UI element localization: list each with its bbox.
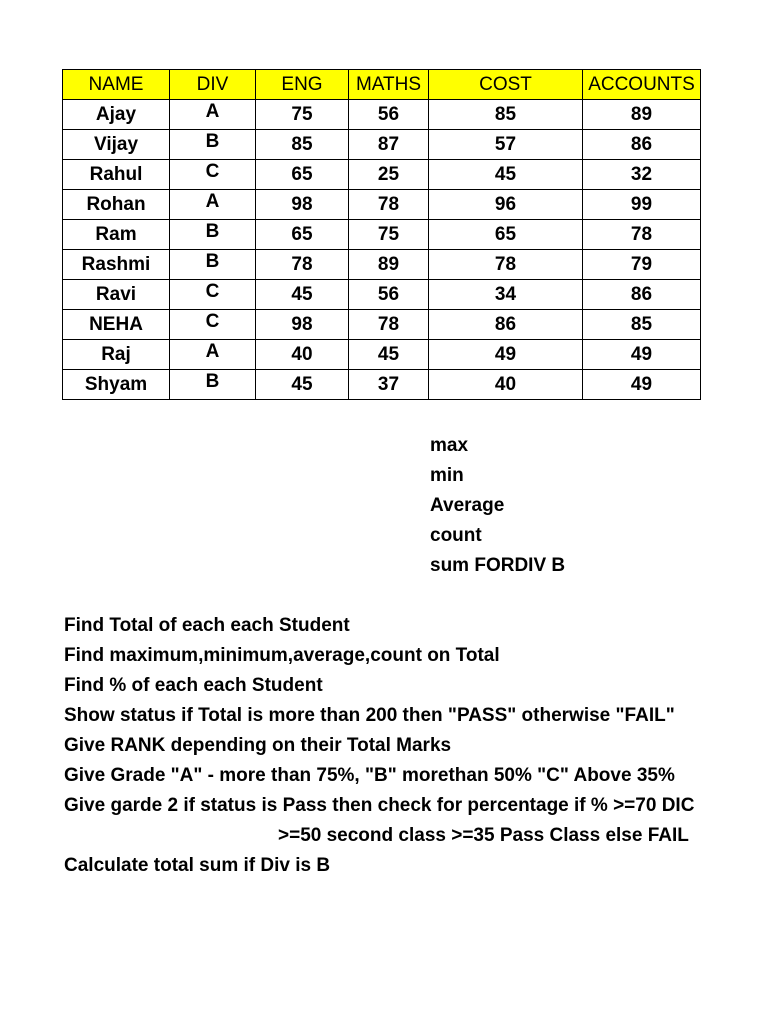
cell-name[interactable]: Ajay [63, 100, 170, 130]
cell-eng[interactable]: 45 [256, 370, 349, 400]
cell-cost[interactable]: 86 [429, 310, 583, 340]
cell-cost[interactable]: 85 [429, 100, 583, 130]
cell-div[interactable]: B [170, 130, 256, 160]
stat-label-max[interactable]: max [430, 435, 469, 456]
cell-eng[interactable]: 98 [256, 190, 349, 220]
cell-div[interactable]: B [170, 250, 256, 280]
cell-accounts[interactable]: 86 [583, 280, 701, 310]
table-row [63, 280, 701, 310]
cell-div[interactable]: A [170, 190, 256, 220]
cell-maths[interactable]: 25 [349, 160, 429, 190]
cell-maths[interactable]: 78 [349, 310, 429, 340]
cell-name[interactable]: Rahul [63, 160, 170, 190]
task-line-continuation[interactable]: >=50 second class >=35 Pass Class else FAIL [278, 825, 689, 846]
cell-accounts[interactable]: 89 [583, 100, 701, 130]
stat-label-sum-div-b[interactable]: sum FORDIV B [430, 555, 566, 576]
cell-eng[interactable]: 40 [256, 340, 349, 370]
task-line[interactable]: Give Grade "A" - more than 75%, "B" morethan 50% "C" Above 35% [64, 765, 675, 786]
stat-label-average[interactable]: Average [430, 495, 505, 516]
cell-name[interactable]: NEHA [63, 310, 170, 340]
cell-div[interactable]: C [170, 160, 256, 190]
cell-accounts[interactable]: 85 [583, 310, 701, 340]
cell-maths[interactable]: 87 [349, 130, 429, 160]
header-maths[interactable]: MATHS [349, 70, 429, 100]
cell-eng[interactable]: 75 [256, 100, 349, 130]
cell-name[interactable]: Raj [63, 340, 170, 370]
cell-maths[interactable]: 56 [349, 280, 429, 310]
cell-maths[interactable]: 45 [349, 340, 429, 370]
cell-div[interactable]: A [170, 340, 256, 370]
cell-cost[interactable]: 49 [429, 340, 583, 370]
cell-name[interactable]: Vijay [63, 130, 170, 160]
cell-name[interactable]: Ram [63, 220, 170, 250]
table-row [63, 250, 701, 280]
cell-accounts[interactable]: 99 [583, 190, 701, 220]
cell-cost[interactable]: 45 [429, 160, 583, 190]
table-row [63, 370, 701, 400]
cell-name[interactable]: Rashmi [63, 250, 170, 280]
cell-accounts[interactable]: 79 [583, 250, 701, 280]
table-row [63, 160, 701, 190]
table-row [63, 100, 701, 130]
header-accounts[interactable]: ACCOUNTS [583, 70, 701, 100]
task-line[interactable]: Show status if Total is more than 200 then "PASS" otherwise "FAIL" [64, 705, 675, 726]
cell-cost[interactable]: 78 [429, 250, 583, 280]
cell-div[interactable]: A [170, 100, 256, 130]
cell-accounts[interactable]: 49 [583, 340, 701, 370]
cell-div[interactable]: C [170, 280, 256, 310]
task-line[interactable]: Calculate total sum if Div is B [64, 855, 331, 876]
table-row [63, 340, 701, 370]
cell-name[interactable]: Ravi [63, 280, 170, 310]
cell-maths[interactable]: 56 [349, 100, 429, 130]
summary-labels [430, 431, 565, 581]
cell-cost[interactable]: 34 [429, 280, 583, 310]
table-body [63, 100, 701, 400]
cell-maths[interactable]: 75 [349, 220, 429, 250]
cell-eng[interactable]: 78 [256, 250, 349, 280]
task-line[interactable]: Find Total of each each Student [64, 615, 350, 636]
cell-accounts[interactable]: 49 [583, 370, 701, 400]
cell-cost[interactable]: 65 [429, 220, 583, 250]
header-div[interactable]: DIV [170, 70, 256, 100]
cell-accounts[interactable]: 86 [583, 130, 701, 160]
table-row [63, 190, 701, 220]
cell-eng[interactable]: 65 [256, 160, 349, 190]
cell-name[interactable]: Rohan [63, 190, 170, 220]
cell-eng[interactable]: 98 [256, 310, 349, 340]
cell-div[interactable]: C [170, 310, 256, 340]
cell-name[interactable]: Shyam [63, 370, 170, 400]
cell-eng[interactable]: 45 [256, 280, 349, 310]
cell-accounts[interactable]: 32 [583, 160, 701, 190]
task-instructions [64, 611, 700, 881]
cell-cost[interactable]: 57 [429, 130, 583, 160]
cell-div[interactable]: B [170, 220, 256, 250]
table-row [63, 220, 701, 250]
cell-eng[interactable]: 65 [256, 220, 349, 250]
cell-cost[interactable]: 96 [429, 190, 583, 220]
cell-cost[interactable]: 40 [429, 370, 583, 400]
task-line[interactable]: Find % of each each Student [64, 675, 323, 696]
stat-label-min[interactable]: min [430, 465, 464, 486]
cell-maths[interactable]: 89 [349, 250, 429, 280]
task-line[interactable]: Give garde 2 if status is Pass then check for percentage if % >=70 DIC [64, 795, 695, 816]
cell-maths[interactable]: 37 [349, 370, 429, 400]
table-row [63, 130, 701, 160]
cell-accounts[interactable]: 78 [583, 220, 701, 250]
header-eng[interactable]: ENG [256, 70, 349, 100]
header-cost[interactable]: COST [429, 70, 583, 100]
header-name[interactable]: NAME [63, 70, 170, 100]
table-row [63, 310, 701, 340]
header-row [63, 70, 701, 100]
task-line[interactable]: Find maximum,minimum,average,count on Total [64, 645, 500, 666]
cell-eng[interactable]: 85 [256, 130, 349, 160]
cell-maths[interactable]: 78 [349, 190, 429, 220]
stat-label-count[interactable]: count [430, 525, 482, 546]
marks-table [62, 69, 701, 400]
cell-div[interactable]: B [170, 370, 256, 400]
task-line[interactable]: Give RANK depending on their Total Marks [64, 735, 452, 756]
